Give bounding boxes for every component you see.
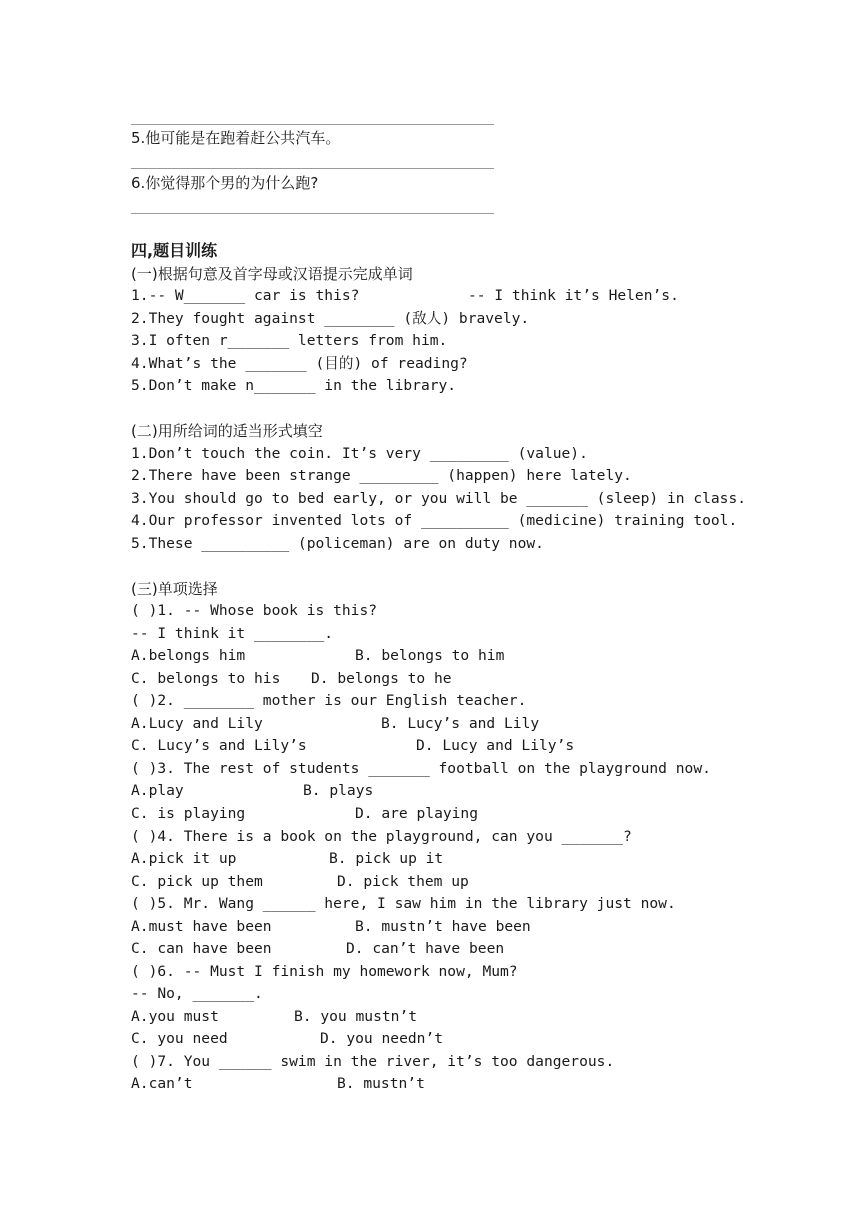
question-2-stem: ( )2. ________ mother is our English teacher. <box>131 692 527 709</box>
question-4-option-b: B. pick up it <box>329 850 444 867</box>
question-6-option-b: B. you mustn’t <box>294 1008 418 1025</box>
part2-item-3: 3.You should go to bed early, or you will be _______ (sleep) in class. <box>131 490 747 507</box>
question-6-option-a: A.you must <box>131 1008 219 1025</box>
question-6-stem: ( )6. -- Must I finish my homework now, Mum? <box>131 963 518 980</box>
question-5-option-b: B. mustn’t have been <box>355 918 531 935</box>
question-6-stem2: -- No, _______. <box>131 985 263 1002</box>
question-2-option-d: D. Lucy and Lily’s <box>416 737 575 754</box>
question-4-stem: ( )4. There is a book on the playground, can you _______? <box>131 828 632 845</box>
part2-heading: (二)用所给词的适当形式填空 <box>131 422 323 440</box>
answer-line <box>131 124 494 125</box>
question-5-option-c: C. can have been <box>131 940 272 957</box>
part1-item-2: 2.They fought against ________ (敌人) bravely. <box>131 310 530 327</box>
question-5-option-d: D. can’t have been <box>346 940 505 957</box>
question-6-option-c: C. you need <box>131 1030 228 1047</box>
question-1-option-d: D. belongs to he <box>311 670 452 687</box>
question-1-option-c: C. belongs to his <box>131 670 281 687</box>
question-7-stem: ( )7. You ______ swim in the river, it’s too dangerous. <box>131 1053 615 1070</box>
question-3-option-b: B. plays <box>303 782 374 799</box>
question-7-option-a: A.can’t <box>131 1075 193 1092</box>
question-1-option-a: A.belongs him <box>131 647 246 664</box>
part2-item-5: 5.These __________ (policeman) are on duty now. <box>131 535 544 552</box>
question-3-option-d: D. are playing <box>355 805 479 822</box>
part2-item-4: 4.Our professor invented lots of __________ (medicine) training tool. <box>131 512 738 529</box>
question-7-option-b: B. mustn’t <box>337 1075 425 1092</box>
part1-item-3: 3.I often r_______ letters from him. <box>131 332 448 349</box>
question-4-option-a: A.pick it up <box>131 850 237 867</box>
answer-line <box>131 168 494 169</box>
question-3-option-a: A.play <box>131 782 184 799</box>
question-1-stem: ( )1. -- Whose book is this? <box>131 602 378 619</box>
question-5-option-a: A.must have been <box>131 918 272 935</box>
question-5-stem: ( )5. Mr. Wang ______ here, I saw him in the library just now. <box>131 895 676 912</box>
question-3-option-c: C. is playing <box>131 805 246 822</box>
section-title: 四,题目训练 <box>131 241 218 260</box>
answer-line <box>131 213 494 214</box>
question-6-option-d: D. you needn’t <box>320 1030 444 1047</box>
translation-q6: 6.你觉得那个男的为什么跑? <box>131 174 319 192</box>
part2-item-2: 2.There have been strange _________ (happen) here lately. <box>131 467 632 484</box>
question-1-stem2: -- I think it ________. <box>131 625 334 642</box>
question-3-stem: ( )3. The rest of students _______ football on the playground now. <box>131 760 711 777</box>
question-2-option-a: A.Lucy and Lily <box>131 715 263 732</box>
part1-item-5: 5.Don’t make n_______ in the library. <box>131 377 457 394</box>
part3-heading: (三)单项选择 <box>131 580 218 598</box>
question-4-option-c: C. pick up them <box>131 873 263 890</box>
question-4-option-d: D. pick them up <box>337 873 469 890</box>
question-2-option-b: B. Lucy’s and Lily <box>381 715 540 732</box>
part1-heading: (一)根据句意及首字母或汉语提示完成单词 <box>131 265 413 283</box>
part2-item-1: 1.Don’t touch the coin. It’s very _________ (value). <box>131 445 588 462</box>
question-2-option-c: C. Lucy’s and Lily’s <box>131 737 307 754</box>
translation-q5: 5.他可能是在跑着赶公共汽车。 <box>131 129 341 147</box>
question-1-option-b: B. belongs to him <box>355 647 505 664</box>
part1-item-4: 4.What’s the _______ (目的) of reading? <box>131 355 468 372</box>
part1-item-1: 1.-- W_______ car is this? <box>131 287 360 304</box>
part1-item-1-answer: -- I think it’s Helen’s. <box>468 287 679 304</box>
